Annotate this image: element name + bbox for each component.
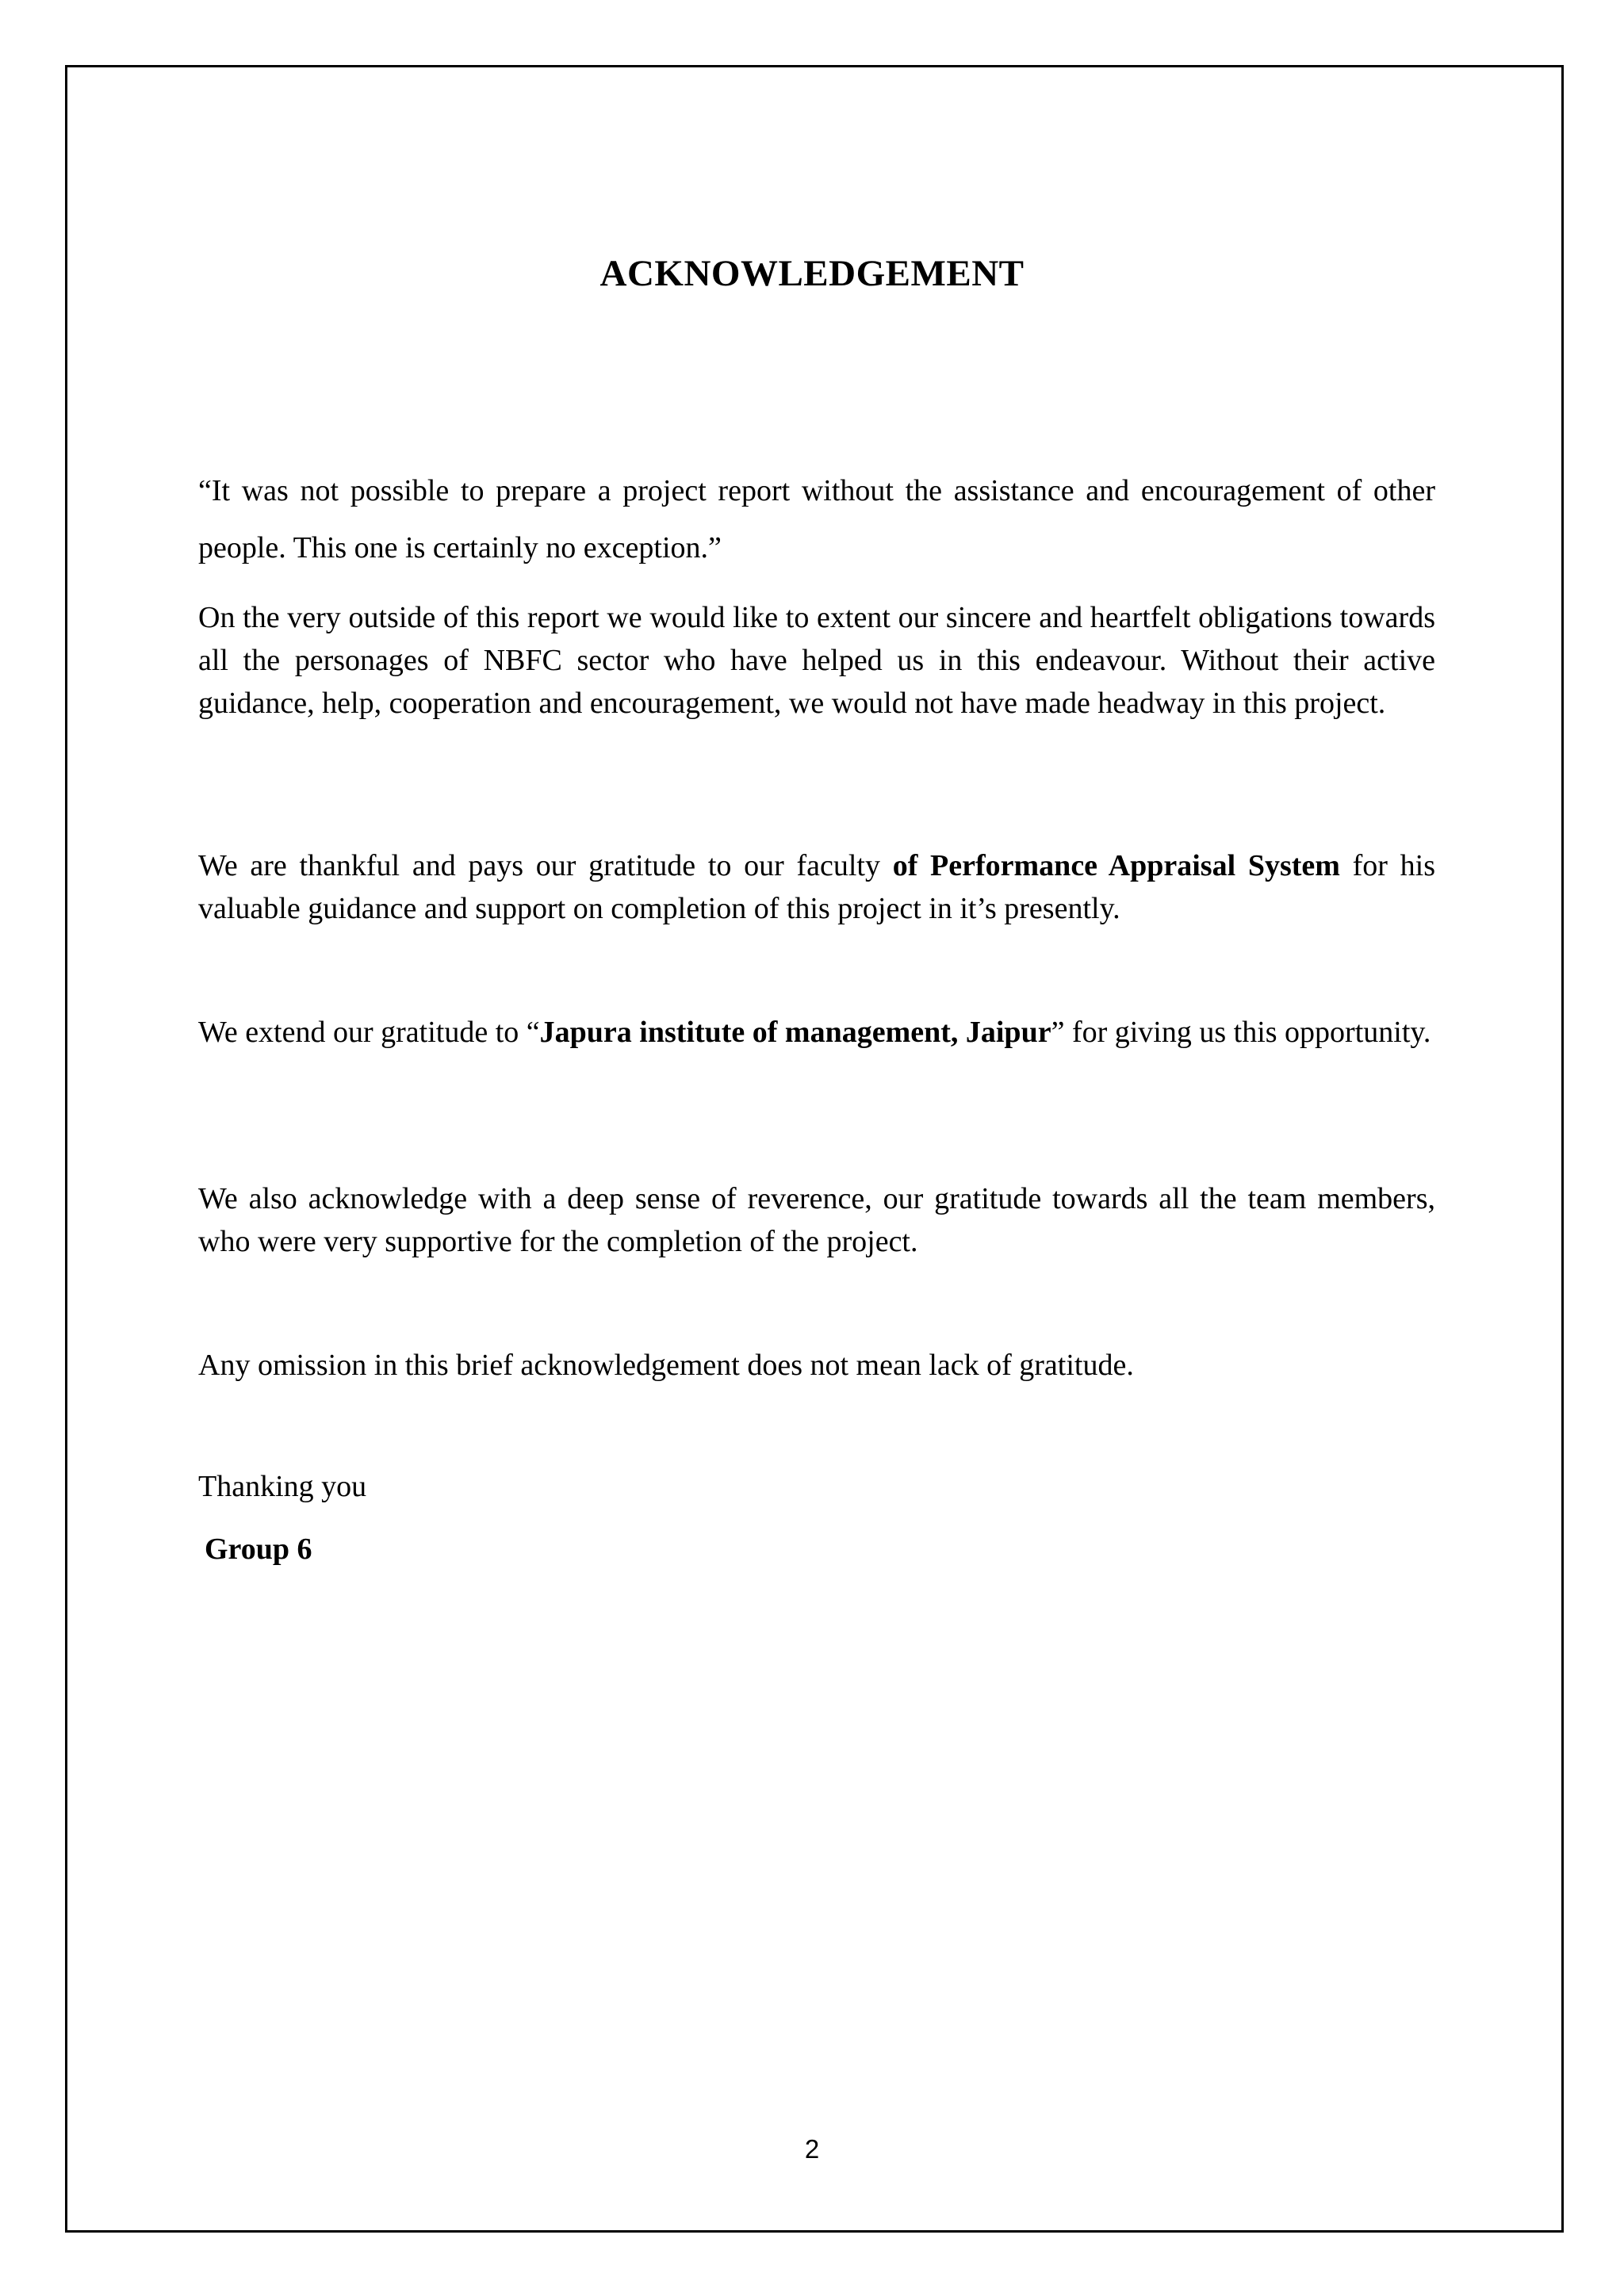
paragraph-faculty-text-start: We are thankful and pays our gratitude to our faculty xyxy=(198,849,893,882)
paragraph-institute xyxy=(198,1011,1435,1054)
closing-text: Thanking you xyxy=(198,1470,367,1503)
paragraph-institute-text-end: ” for giving us this opportunity. xyxy=(1051,1016,1431,1049)
page-title: ACKNOWLEDGEMENT xyxy=(599,253,1025,294)
paragraph-omission: Any omission in this brief acknowledgement does not mean lack of gratitude. xyxy=(198,1349,1134,1382)
paragraph-team: We also acknowledge with a deep sense of reverence, our gratitude towards all the team members, who were very supportive for the completion of the project. xyxy=(198,1182,1435,1258)
opening-quote: “It was not possible to prepare a project report without the assistance and encouragement of other people. This one is certainly no exception.” xyxy=(198,474,1435,564)
page-border xyxy=(65,65,1564,2233)
page-number: 2 xyxy=(804,2134,820,2164)
paragraph-faculty-bold: of Performance Appraisal System xyxy=(892,849,1340,882)
institute-name: Japura institute of management, Jaipur xyxy=(539,1016,1051,1049)
paragraph-institute-text-start: We extend our gratitude to “ xyxy=(198,1016,540,1049)
paragraph-obligations: On the very outside of this report we would like to extent our sincere and heartfelt obligations towards all the personages of NBFC sector who have helped us in this endeavour. Without their active guidance, help, cooperation and encouragement, we would not have made headway in this project. xyxy=(198,601,1435,720)
paragraph-faculty-text-end: for his valuable guidance and support on completion of this project in it’s presently. xyxy=(198,849,1435,925)
signature: Group 6 xyxy=(205,1533,312,1566)
paragraph-faculty xyxy=(198,844,1435,930)
